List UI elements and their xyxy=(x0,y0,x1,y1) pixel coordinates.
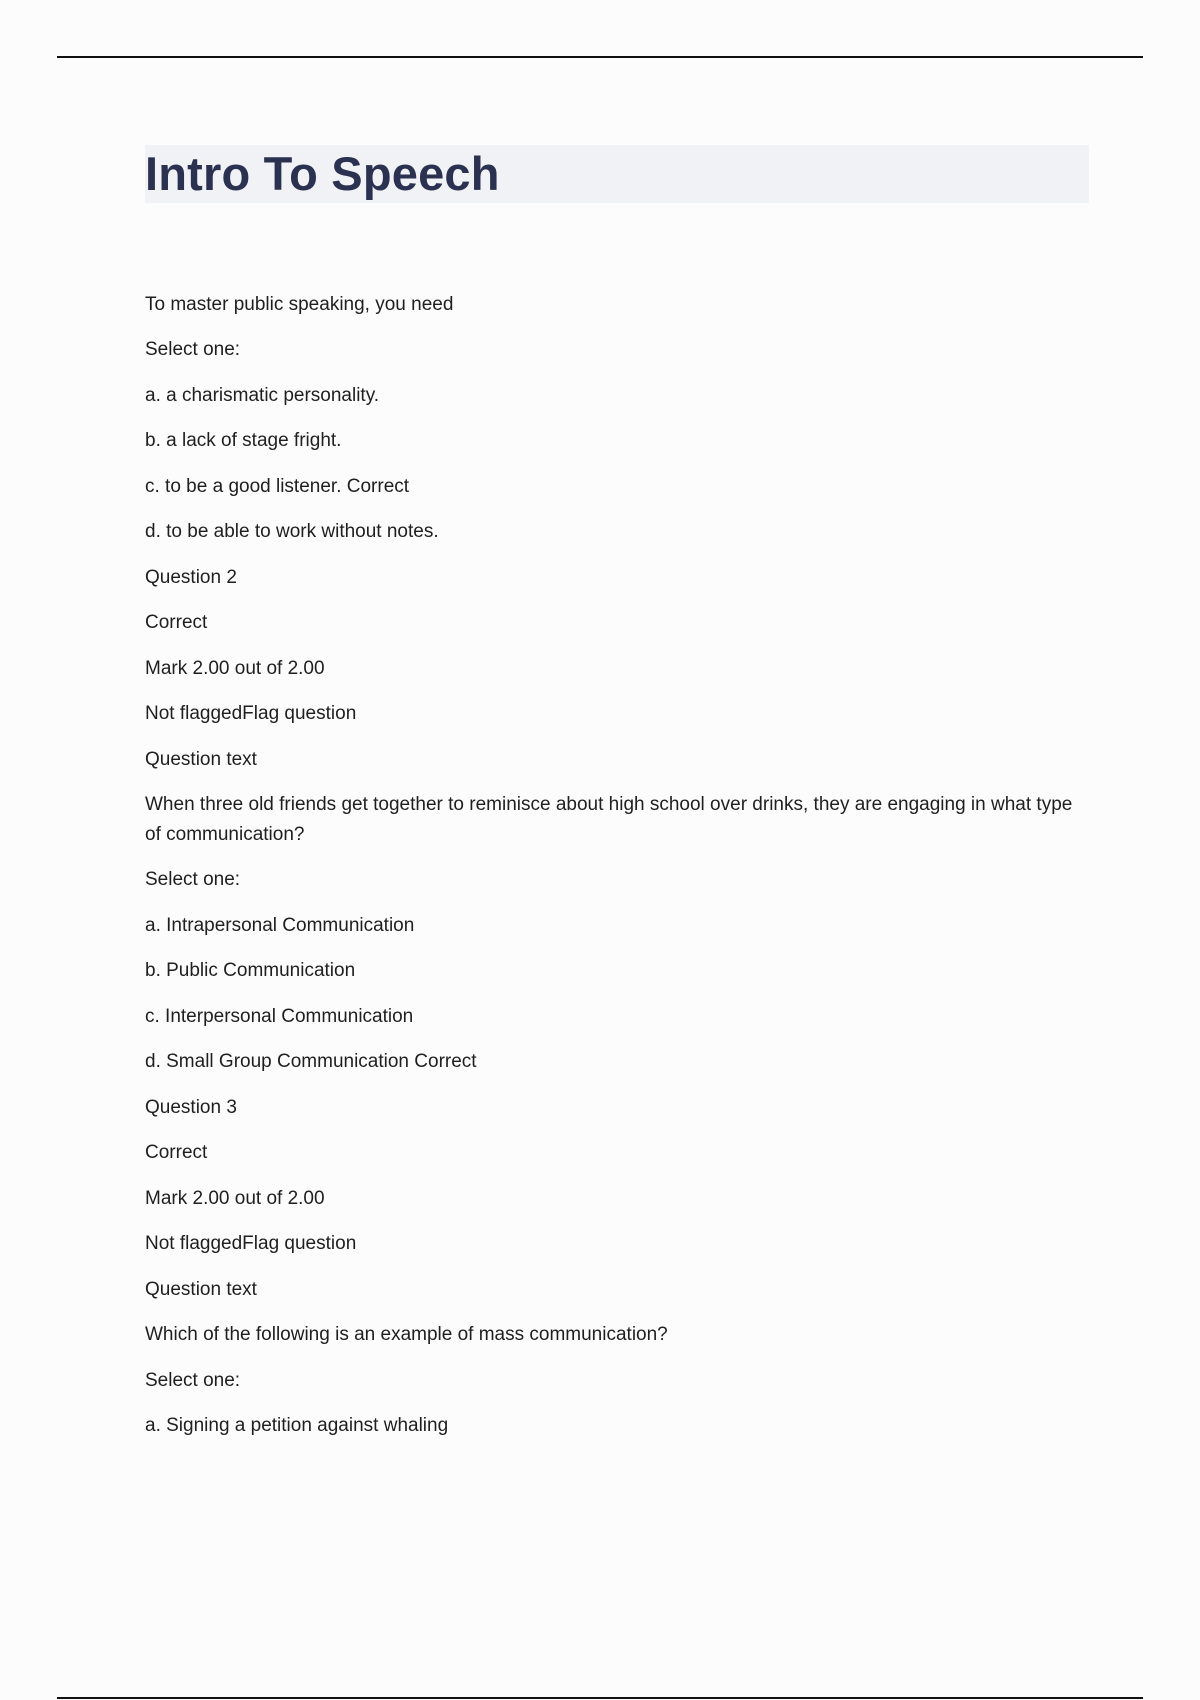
document-body xyxy=(145,290,1075,1441)
flag-question: Not flaggedFlag question xyxy=(145,703,357,724)
answer-option: a. Intrapersonal Communication xyxy=(145,915,415,936)
question-number: Question 3 xyxy=(145,1097,237,1118)
question-3-text: Which of the following is an example of mass communication? xyxy=(145,1324,668,1345)
question-mark: Mark 2.00 out of 2.00 xyxy=(145,658,325,679)
question-text-label: Question text xyxy=(145,1279,257,1300)
question-text-label: Question text xyxy=(145,749,257,770)
question-mark: Mark 2.00 out of 2.00 xyxy=(145,1188,325,1209)
select-one-label: Select one: xyxy=(145,1370,241,1391)
flag-question: Not flaggedFlag question xyxy=(145,1233,357,1254)
answer-option: d. Small Group Communication Correct xyxy=(145,1051,477,1072)
answer-option: c. to be a good listener. Correct xyxy=(145,476,410,497)
select-one-label: Select one: xyxy=(145,869,241,890)
question-2-text: When three old friends get together to reminisce about high school over drinks, they are engaging in what type of communication? xyxy=(145,794,1073,845)
question-status: Correct xyxy=(145,1142,208,1163)
bottom-rule xyxy=(57,1697,1143,1699)
select-one-label: Select one: xyxy=(145,339,241,360)
answer-option: d. to be able to work without notes. xyxy=(145,521,439,542)
question-1-text: To master public speaking, you need xyxy=(145,294,454,315)
page-title: Intro To Speech xyxy=(145,147,500,200)
answer-option: a. a charismatic personality. xyxy=(145,385,380,406)
question-number: Question 2 xyxy=(145,567,237,588)
answer-option: c. Interpersonal Communication xyxy=(145,1006,414,1027)
top-rule xyxy=(57,56,1143,58)
answer-option: b. Public Communication xyxy=(145,960,356,981)
question-status: Correct xyxy=(145,612,208,633)
answer-option: b. a lack of stage fright. xyxy=(145,430,342,451)
answer-option: a. Signing a petition against whaling xyxy=(145,1415,449,1436)
